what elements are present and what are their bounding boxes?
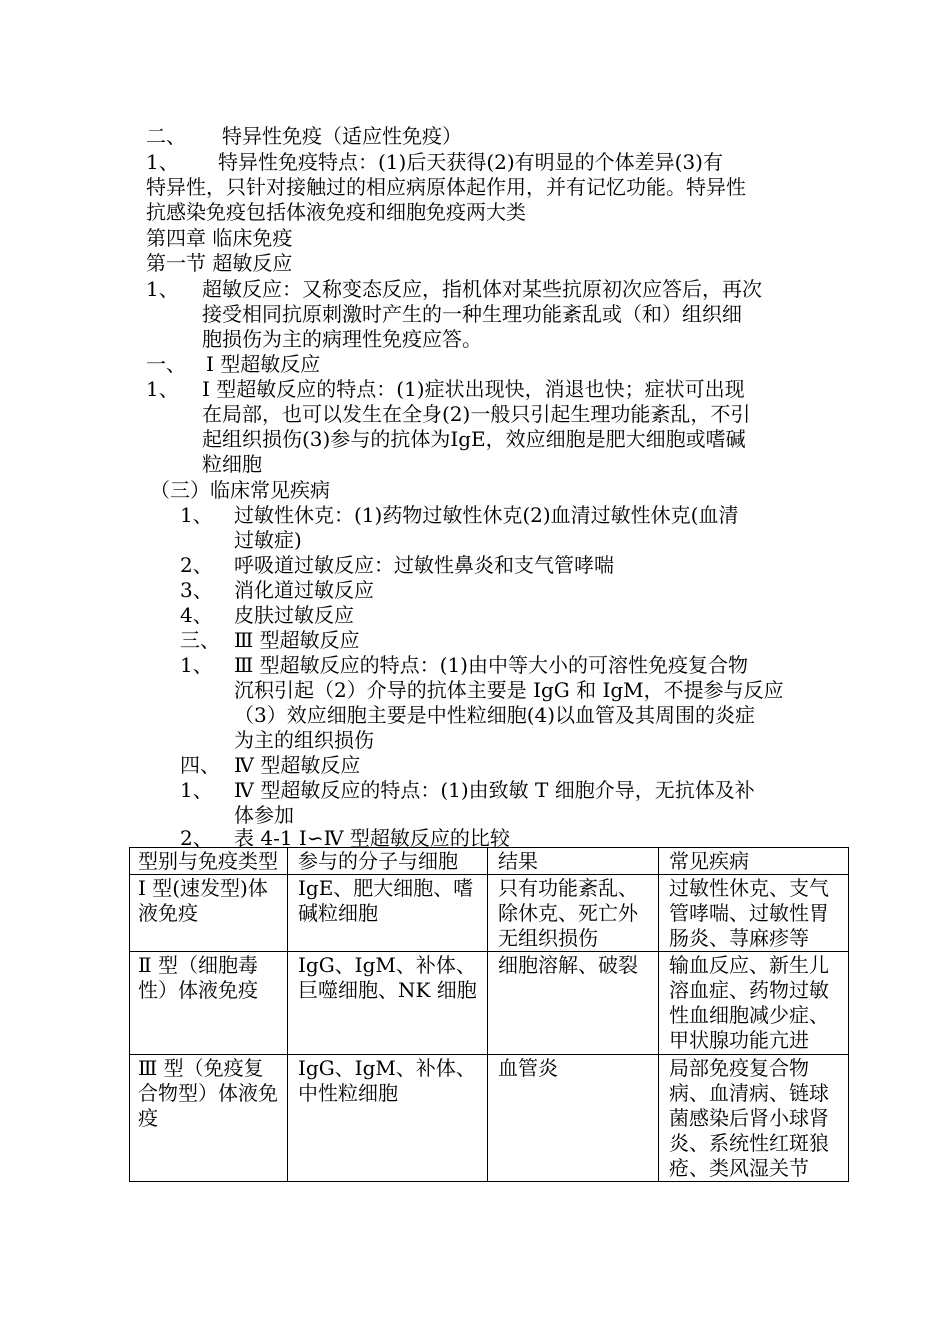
- table-header-cell: 常见疾病: [659, 848, 849, 875]
- body-text: 过敏症): [234, 528, 302, 552]
- table-cell: IgG、IgM、补体、巨噬细胞、NK 细胞: [288, 952, 488, 1055]
- item-num: 1、: [180, 503, 213, 527]
- chapter-title: 第四章 临床免疫: [146, 226, 293, 250]
- item-num: 1、: [146, 277, 179, 301]
- body-text: 特异性，只针对接触过的相应病原体起作用，并有记忆功能。特异性: [146, 175, 746, 199]
- item-num: 4、: [180, 603, 213, 627]
- section-title: Ⅰ 型超敏反应: [206, 352, 321, 376]
- section-num: 一、: [146, 352, 186, 376]
- table-header-cell: 参与的分子与细胞: [288, 848, 488, 875]
- body-text: 特异性免疫特点：(1)后天获得(2)有明显的个体差异(3)有: [218, 150, 723, 174]
- table-cell: Ⅱ 型（细胞毒性）体液免疫: [130, 952, 288, 1055]
- body-text: Ⅲ 型超敏反应的特点：(1)由中等大小的可溶性免疫复合物: [234, 653, 748, 677]
- section-title: Ⅲ 型超敏反应: [234, 628, 360, 652]
- item-num: 3、: [180, 578, 213, 602]
- table-row: [130, 1055, 849, 1182]
- body-text: 过敏性休克：(1)药物过敏性休克(2)血清过敏性休克(血清: [234, 503, 739, 527]
- section-title: Ⅳ 型超敏反应: [234, 753, 361, 777]
- item-num: 2、: [180, 553, 213, 577]
- table-cell: IgE、肥大细胞、嗜碱粒细胞: [288, 875, 488, 952]
- comparison-table: [129, 847, 849, 1182]
- body-text: 超敏反应：又称变态反应，指机体对某些抗原初次应答后，再次: [202, 277, 762, 301]
- body-text: 抗感染免疫包括体液免疫和细胞免疫两大类: [146, 200, 526, 224]
- item-num: 1、: [180, 653, 213, 677]
- section-title: 特异性免疫（适应性免疫）: [222, 124, 462, 148]
- body-text: 粒细胞: [202, 452, 262, 476]
- section-heading: 第一节 超敏反应: [146, 251, 293, 275]
- table-cell: 只有功能紊乱、除休克、死亡外无组织损伤: [488, 875, 659, 952]
- table-cell: 血管炎: [488, 1055, 659, 1182]
- table-cell: IgG、IgM、补体、中性粒细胞: [288, 1055, 488, 1182]
- table-cell: 细胞溶解、破裂: [488, 952, 659, 1055]
- table-row: [130, 952, 849, 1055]
- subsection-title: （三）临床常见疾病: [150, 478, 330, 502]
- body-text: 呼吸道过敏反应：过敏性鼻炎和支气管哮喘: [234, 553, 614, 577]
- table-cell: Ⅲ 型（免疫复合物型）体液免疫: [130, 1055, 288, 1182]
- body-text: Ⅳ 型超敏反应的特点：(1)由致敏 T 细胞介导，无抗体及补: [234, 778, 755, 802]
- body-text: Ⅰ 型超敏反应的特点：(1)症状出现快，消退也快；症状可出现: [202, 377, 745, 401]
- table-header-row: [130, 848, 849, 875]
- section-num: 四、: [180, 753, 220, 777]
- table-cell: 过敏性休克、支气管哮喘、过敏性胃肠炎、荨麻疹等: [659, 875, 849, 952]
- table-cell: Ⅰ 型(速发型)体液免疫: [130, 875, 288, 952]
- body-text: 胞损伤为主的病理性免疫应答。: [202, 327, 482, 351]
- item-num: 1、: [180, 778, 213, 802]
- table-caption: 表 4-1 Ⅰ∽Ⅳ 型超敏反应的比较: [234, 826, 510, 850]
- item-num: 1、: [146, 150, 179, 174]
- item-num: 2、: [180, 826, 213, 850]
- table-header-cell: 型别与免疫类型: [130, 848, 288, 875]
- body-text: 体参加: [234, 803, 294, 827]
- item-num: 1、: [146, 377, 179, 401]
- body-text: 沉积引起（2）介导的抗体主要是 IgG 和 IgM，不提参与反应: [234, 678, 784, 702]
- body-text: 消化道过敏反应: [234, 578, 374, 602]
- body-text: （3）效应细胞主要是中性粒细胞(4)以血管及其周围的炎症: [234, 703, 756, 727]
- section-num: 三、: [180, 628, 220, 652]
- table-row: [130, 875, 849, 952]
- section-num: 二、: [146, 124, 186, 148]
- table-cell: 局部免疫复合物病、血清病、链球菌感染后肾小球肾炎、系统性红斑狼疮、类风湿关节: [659, 1055, 849, 1182]
- table-header-cell: 结果: [488, 848, 659, 875]
- body-text: 接受相同抗原刺激时产生的一种生理功能紊乱或（和）组织细: [202, 302, 742, 326]
- body-text: 起组织损伤(3)参与的抗体为IgE，效应细胞是肥大细胞或嗜碱: [202, 427, 746, 451]
- body-text: 皮肤过敏反应: [234, 603, 354, 627]
- body-text: 为主的组织损伤: [234, 728, 374, 752]
- body-text: 在局部，也可以发生在全身(2)一般只引起生理功能紊乱，不引: [202, 402, 751, 426]
- table-cell: 输血反应、新生儿溶血症、药物过敏性血细胞减少症、甲状腺功能亢进: [659, 952, 849, 1055]
